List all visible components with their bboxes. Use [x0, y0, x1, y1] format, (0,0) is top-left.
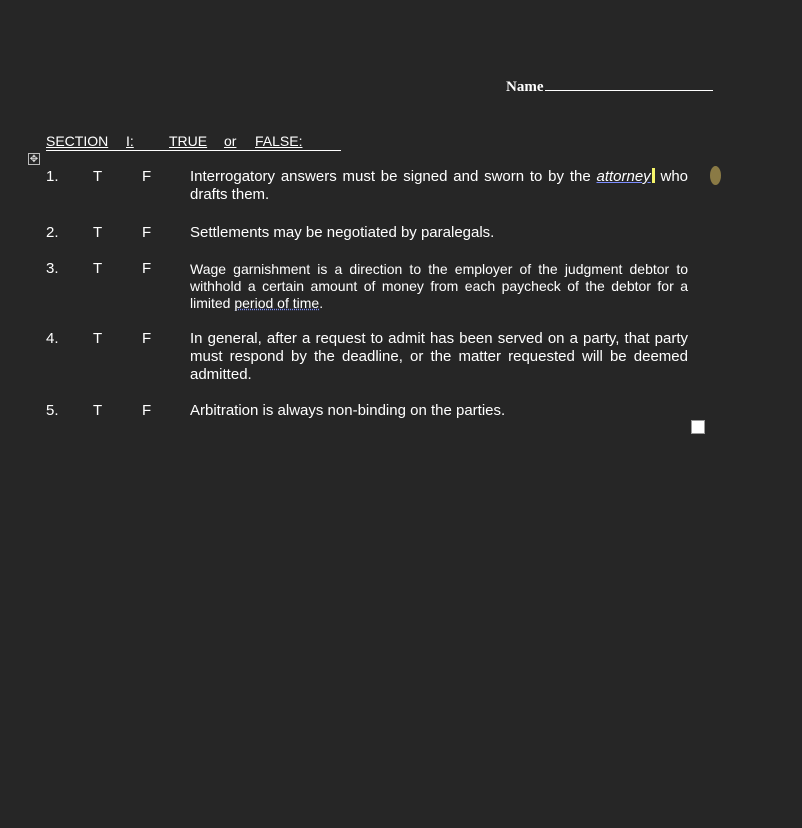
section-label: SECTION — [46, 133, 109, 149]
section-number: I: — [126, 133, 134, 149]
section-heading — [46, 133, 341, 151]
false-option[interactable]: F — [142, 168, 152, 185]
question-text-part: Interrogatory answers must be signed and sworn to by the — [190, 168, 597, 185]
true-option[interactable]: T — [93, 260, 103, 277]
false-option[interactable]: F — [142, 224, 152, 241]
question-number: 4. — [46, 330, 59, 347]
question-text-part: . — [319, 295, 324, 311]
oval-shape[interactable] — [710, 166, 721, 185]
question-text — [190, 168, 688, 204]
question-text-part: who drafts them. — [190, 168, 688, 203]
question-text: Settlements may be negotiated by paralegals. — [190, 224, 495, 241]
true-option[interactable]: T — [93, 402, 103, 419]
false-option[interactable]: F — [142, 402, 152, 419]
question-number: 5. — [46, 402, 59, 419]
move-icon[interactable]: ✥ — [29, 154, 39, 165]
true-option[interactable]: T — [93, 168, 103, 185]
question-number: 1. — [46, 168, 59, 185]
name-line[interactable] — [545, 89, 713, 91]
question-text-part: Wage garnishment is a direction to the employer of the judgment debtor to withhold a certain amount of money from each paycheck of the debtor for a limited — [190, 261, 688, 311]
question-emphasis: attorney — [596, 168, 651, 185]
false-label: FALSE: — [255, 133, 303, 149]
question-number: 3. — [46, 260, 59, 277]
question-emphasis: period of time — [234, 295, 320, 311]
checkbox[interactable] — [691, 420, 705, 434]
false-option[interactable]: F — [142, 260, 152, 277]
question-text: Arbitration is always non-binding on the parties. — [190, 402, 506, 419]
name-field[interactable] — [506, 79, 713, 96]
question-text: In general, after a request to admit has been served on a party, that party must respond by the deadline, or the matter requested will be deemed admitted. — [190, 330, 688, 383]
or-label: or — [224, 133, 237, 149]
question-text — [190, 261, 688, 312]
true-option[interactable]: T — [93, 330, 103, 347]
false-option[interactable]: F — [142, 330, 152, 347]
true-option[interactable]: T — [93, 224, 103, 241]
true-label: TRUE — [169, 133, 208, 149]
name-label: Name — [506, 79, 544, 95]
question-number: 2. — [46, 224, 59, 241]
